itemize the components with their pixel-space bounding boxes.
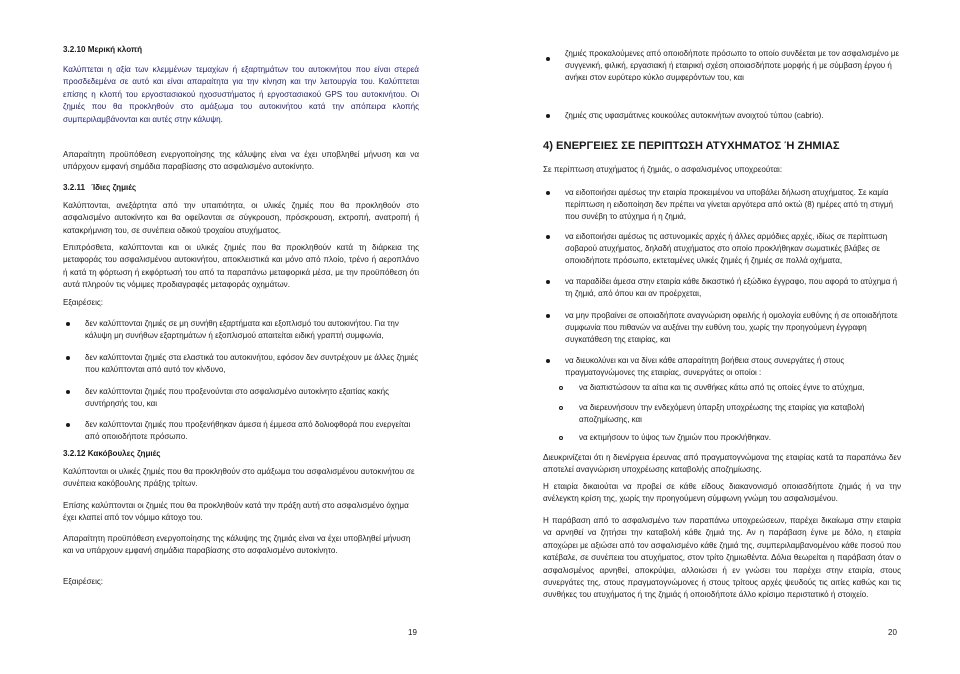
page-20 <box>480 0 960 674</box>
paragraph: Η παράβαση από το ασφαλισμένο των παραπάνω υποχρεώσεων, παρέχει δικαίωμα στην εταιρία να αρνηθεί να ζητήσει την καταβολή κάθε ζημιά της. Αν η παράβαση έγινε με δόλο, η εταιρία αποχώρει με αξιώσει από τον ασφαλισμένο κάθε ζημιά της, συμπεριλαμβανομένου κάθε ποσού που κατέβαλε, σε συνέπεια του ατυχήματος, στον τρίτο ζημιωθέντα. Δόλια θεωρείται η παράβαση όταν ο ασφαλισμένος αρνηθεί, αποκρύψει, αλλοιώσει ή εν γνώσει του παρέχει στην εταιρία, στους συνεργάτες της, στους πραγματογνώμονες ή στους τρίτους αρχές ψευδούς τις αιτίες καθώς και τις συνθήκες του ατυχήματος ή της ζημιάς ή οποιοδήποτε άλλο κρίσιμο περιστατικό ή στοιχείο. <box>543 516 901 600</box>
bullet-icon <box>546 359 550 363</box>
heading-3-2-12: 3.2.12 Κακόβουλες ζημιές <box>63 449 161 458</box>
sub-bullet-icon <box>559 406 563 410</box>
paragraph: Επίσης καλύπτονται οι ζημιές που θα προκληθούν κατά την πράξη αυτή στο ασφαλισμένο όχημα έχει κλαπεί από τον νόμιμο κάτοχο του. <box>63 501 409 523</box>
list-item: δεν καλύπτονται ζημιές στα ελαστικά του αυτοκινήτου, εφόσον δεν συντρέχουν με άλλες ζημιές που καλύπτονται από αυτό τον κίνδυνο, <box>85 353 419 374</box>
heading-number: 3.2.11 <box>63 183 86 192</box>
paragraph: Καλύπτεται η αξία των κλεμμένων τεμαχίων ή εξαρτημάτων του αυτοκινήτου που είναι στερεά προσδεδεμένα σε αυτό και είναι απαραίτητα για την κίνηση και την λειτουργία του. Καλύπτεται επίσης η κλοπή του εργοστασιακού ηχοσυστήματος ή εργοστασιακού GPS του αυτοκινήτου. Οι ζημιές που θα προκληθούν στο αμάξωμα του αυτοκινήτου κατά την απόπειρα κλοπής συμπεριλαμβάνονται και αυτές στην κάλυψη. <box>63 65 419 124</box>
sub-list-item: να διερευνήσουν την ενδεχόμενη ύπαρξη υποχρέωσης της εταιρίας για καταβολή αποζημίωσης, και <box>579 403 865 424</box>
heading-3-2-10: 3.2.10 Μερική κλοπή <box>63 45 143 54</box>
bullet-icon <box>546 114 550 118</box>
list-item: να ειδοποιήσει αμέσως τις αστυνομικές αρχές ή άλλες αρμόδιες αρχές, ιδίως σε περίπτωση σοβαρού ατυχήματος, δηλαδή ατυχήματος στο οποίο προκλήθηκαν σωματικές βλάβες σε οποιοδήποτε πρόσωπο, εκτεταμένες υλικές ζημιές ή ζημιές σε πολλά οχήματα, <box>565 232 888 265</box>
section-4-title: 4) ΕΝΕΡΓΕΙΕΣ ΣΕ ΠΕΡΙΠΤΩΣΗ ΑΤΥΧΗΜΑΤΟΣ Ή ΖΗΜΙΑΣ <box>543 140 840 152</box>
section-4-intro: Σε περίπτωση ατυχήματος ή ζημιάς, ο ασφαλισμένος υποχρεούται: <box>543 165 783 174</box>
paragraph: Καλύπτονται, ανεξάρτητα από την υπαιτιότητα, οι υλικές ζημιές που θα προκληθούν στο ασφαλισμένο αυτοκίνητο και θα οφείλονται σε σύγκρουση, πρόσκρουση, εκτροπή, ανατροπή ή κατακρήμνιση του, σε συνέπεια οδικού τροχαίου ατυχήματος. <box>63 201 419 235</box>
paragraph: Απαραίτητη προϋπόθεση ενεργοποίησης της κάλυψης της ζημιάς είναι να έχει υποβληθεί μήνυση και να υπάρχουν εμφανή σημάδια παραβίασης στο ασφαλισμένο αυτοκίνητο. <box>63 534 411 556</box>
list-item: δεν καλύπτονται ζημιές που προξενήθηκαν άμεσα ή έμμεσα από δολιοφθορά που ενεργείται από οποιοδήποτε πρόσωπο. <box>85 420 411 441</box>
paragraph: Διευκρινίζεται ότι η διενέργεια έρευνας από πραγματογνώμονα της εταιρίας κατά τα παραπάνω δεν αποτελεί αναγνώριση υποχρέωσης καταβολής αποζημίωσης. <box>543 453 901 475</box>
exclusions-label: Εξαιρέσεις: <box>63 298 104 307</box>
bullet-icon <box>546 191 550 195</box>
list-item: ζημιές στις υφασμάτινες κουκούλες αυτοκινήτων ανοιχτού τύπου (cabrio). <box>565 111 824 120</box>
list-item: δεν καλύπτονται ζημιές που προξενούνται στο ασφαλισμένο αυτοκίνητο εξαιτίας κακής συντήρησής του, και <box>85 387 389 408</box>
paragraph: Η εταιρία δικαιούται να προβεί σε κάθε είδους διακανονισμό οποιασδήποτε ζημιάς ή να την ανέλεγκτη κρίση της, χωρίς την προηγούμενη σύμφωνη γνώμη του ασφαλισμένου. <box>543 482 901 504</box>
sub-bullet-icon <box>559 386 563 390</box>
paragraph: Καλύπτονται οι υλικές ζημιές που θα προκληθούν στο αμάξωμα του ασφαλισμένου αυτοκινήτου σε συνέπεια κακόβουλης πράξης τρίτων. <box>63 467 415 489</box>
bullet-icon <box>546 57 550 61</box>
page-number: 19 <box>408 628 417 637</box>
bullet-icon <box>546 314 550 318</box>
bullet-icon <box>66 356 70 360</box>
bullet-icon <box>546 235 550 239</box>
list-item: να παραδίδει άμεσα στην εταιρία κάθε δικαστικό ή εξώδικο έγγραφο, που αφορά το ατύχημα ή τη ζημιά, από όπου και αν προέρχεται, <box>565 277 898 298</box>
bullet-icon <box>546 280 550 284</box>
list-item: να ειδοποιήσει αμέσως την εταιρία προκειμένου να υποβάλει δήλωση ατυχήματος. Σε καμία περίπτωση η ειδοποίηση δεν πρέπει να γίνεται αργότερα από οκτώ (8) ημέρες από τη στιγμή που συνέβη το ατύχημα ή η ζημιά, <box>565 188 893 221</box>
page-number: 20 <box>888 628 897 637</box>
list-item: να μην προβαίνει σε οποιαδήποτε αναγνώριση οφειλής ή ομολογία ευθύνης ή σε οποιαδήποτε συμφωνία που πιθανών να αυξάνει την ευθύνη του, χωρίς την προηγούμενη έγγραφη συγκατάθεση της εταιρίας, και <box>565 311 898 344</box>
sub-list-item: να διαπιστώσουν τα αίτια και τις συνθήκες κάτω από τις οποίες έγινε το ατύχημα, <box>579 383 865 392</box>
heading-title: Ίδιες ζημιές <box>91 183 137 192</box>
exclusions-label: Εξαιρέσεις: <box>63 577 104 586</box>
list-item: να διευκολύνει και να δίνει κάθε απαραίτητη βοήθεια στους συνεργάτες ή στους πραγματογνώμονες της εταιρίας, συνεργάτες οι οποίοι : <box>565 356 845 377</box>
list-item: δεν καλύπτονται ζημιές σε μη συνήθη εξαρτήματα και εξοπλισμό του αυτοκινήτου. Για την κάλυψη μη συνήθων εξαρτημάτων ή εξοπλισμού απαιτείται ειδική γραπτή συμφωνία, <box>85 319 399 340</box>
heading-3-2-11 <box>63 182 136 194</box>
sub-bullet-icon <box>559 436 563 440</box>
paragraph: Απαραίτητη προϋπόθεση ενεργοποίησης της κάλυψης είναι να έχει υποβληθεί μήνυση και να υπάρχουν εμφανή σημάδια παραβίασης στο ασφαλισμένο αυτοκίνητο. <box>63 150 419 172</box>
paragraph: Επιπρόσθετα, καλύπτονται και οι υλικές ζημιές που θα προκληθούν κατά τη διάρκεια της μεταφοράς του ασφαλισμένου αυτοκινήτου, αποκλειστικά και μόνο από πλοίο, τρένο ή αεροπλάνο ή κατά τη φόρτωση ή εκφόρτωσή του από τα παραπάνω μεταφορικά μέσα, με την προϋπόθεση ότι αυτά πληρούν τις νόμιμες προδιαγραφές μεταφοράς οχημάτων. <box>63 243 419 290</box>
bullet-icon <box>66 322 70 326</box>
bullet-icon <box>66 390 70 394</box>
list-item: ζημιές προκαλούμενες από οποιοδήποτε πρόσωπο το οποίο συνδέεται με τον ασφαλισμένο με συγγενική, φιλική, εργασιακή ή εταιρική σχέση οποιασδήποτε μορφής ή με σύμβαση έργου ή ανήκει στον ευρύτερο κύκλο συμφερόντων του, και <box>565 49 900 82</box>
sub-list-item: να εκτιμήσουν το ύψος των ζημιών που προκλήθηκαν. <box>579 433 771 442</box>
bullet-icon <box>66 423 70 427</box>
